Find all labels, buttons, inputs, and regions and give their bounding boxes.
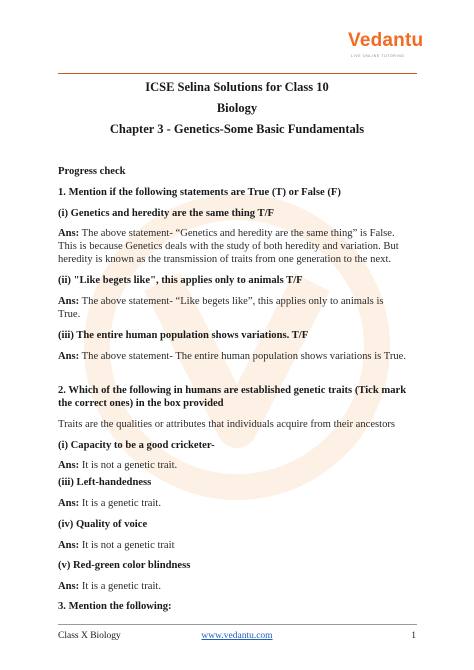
question-2-iii: (iii) Left-handedness [58,477,152,488]
answer-label: Ans: [58,460,80,471]
answer-2-iv [58,539,175,552]
question-1: 1. Mention if the following statements are True (T) or False (F) [58,187,341,198]
answer-text: It is a genetic trait. [81,581,161,592]
answer-label: Ans: [58,498,80,509]
answer-label: Ans: [58,540,80,551]
question-1-ii: (ii) "Like begets like", this applies only to animals T/F [58,275,303,286]
question-1-iii: (iii) The entire human population shows variations. T/F [58,330,309,341]
answer-2-iii [58,497,161,510]
question-1-i: (i) Genetics and heredity are the same thing T/F [58,208,274,219]
footer-divider [58,624,417,625]
answer-label: Ans: [58,581,80,592]
doc-title: ICSE Selina Solutions for Class 10 [145,80,329,94]
doc-chapter: Chapter 3 - Genetics-Some Basic Fundamentals [109,122,365,136]
logo-wordmark: Vedantu [348,30,424,51]
doc-subject: Biology [216,101,258,115]
answer-text: It is not a genetic trait. [81,460,178,471]
answer-1-i-line3: heredity is known as the transmission of traits from one generation to the next. [58,254,392,265]
answer-2-i [58,459,177,472]
answer-text: It is not a genetic trait [81,540,175,551]
question-2-i: (i) Capacity to be a good cricketer- [58,440,215,451]
answer-text: The above statement- “Like begets like”, this applies only to animals is [81,296,384,307]
vedantu-logo[interactable] [348,30,428,70]
answer-1-i-line1 [58,227,395,240]
answer-text: It is a genetic trait. [81,498,161,509]
answer-1-ii-line1 [58,295,384,308]
footer-class-label: Class X Biology [58,631,121,641]
answer-text: The above statement- “Genetics and heredity are the same thing” is False. [81,228,395,239]
page-number: 1 [411,631,416,641]
logo-tagline: LIVE ONLINE TUTORING [351,54,405,58]
question-2-iv: (iv) Quality of voice [58,519,148,530]
question-2-line1: 2. Which of the following in humans are established genetic traits (Tick mark [58,385,407,396]
answer-text: The above statement- The entire human population shows variations is True. [81,351,406,362]
answer-2-v [58,580,161,593]
answer-label: Ans: [58,296,80,307]
answer-1-i-line2: This is because Genetics deals with the study of both heredity and variation. But [58,241,399,252]
question-2-v: (v) Red-green color blindness [58,560,191,571]
question-3: 3. Mention the following: [58,601,172,612]
answer-label: Ans: [58,351,80,362]
answer-1-iii [58,350,406,363]
traits-definition: Traits are the qualities or attributes that individuals acquire from their ancestors [58,419,396,430]
section-heading: Progress check [58,166,126,177]
answer-1-ii-line2: True. [58,309,81,320]
answer-label: Ans: [58,228,80,239]
question-2-line2: the correct ones) in the box provided [58,398,224,409]
footer-website-link[interactable]: www.vedantu.com [201,631,273,641]
header-divider [58,73,417,74]
